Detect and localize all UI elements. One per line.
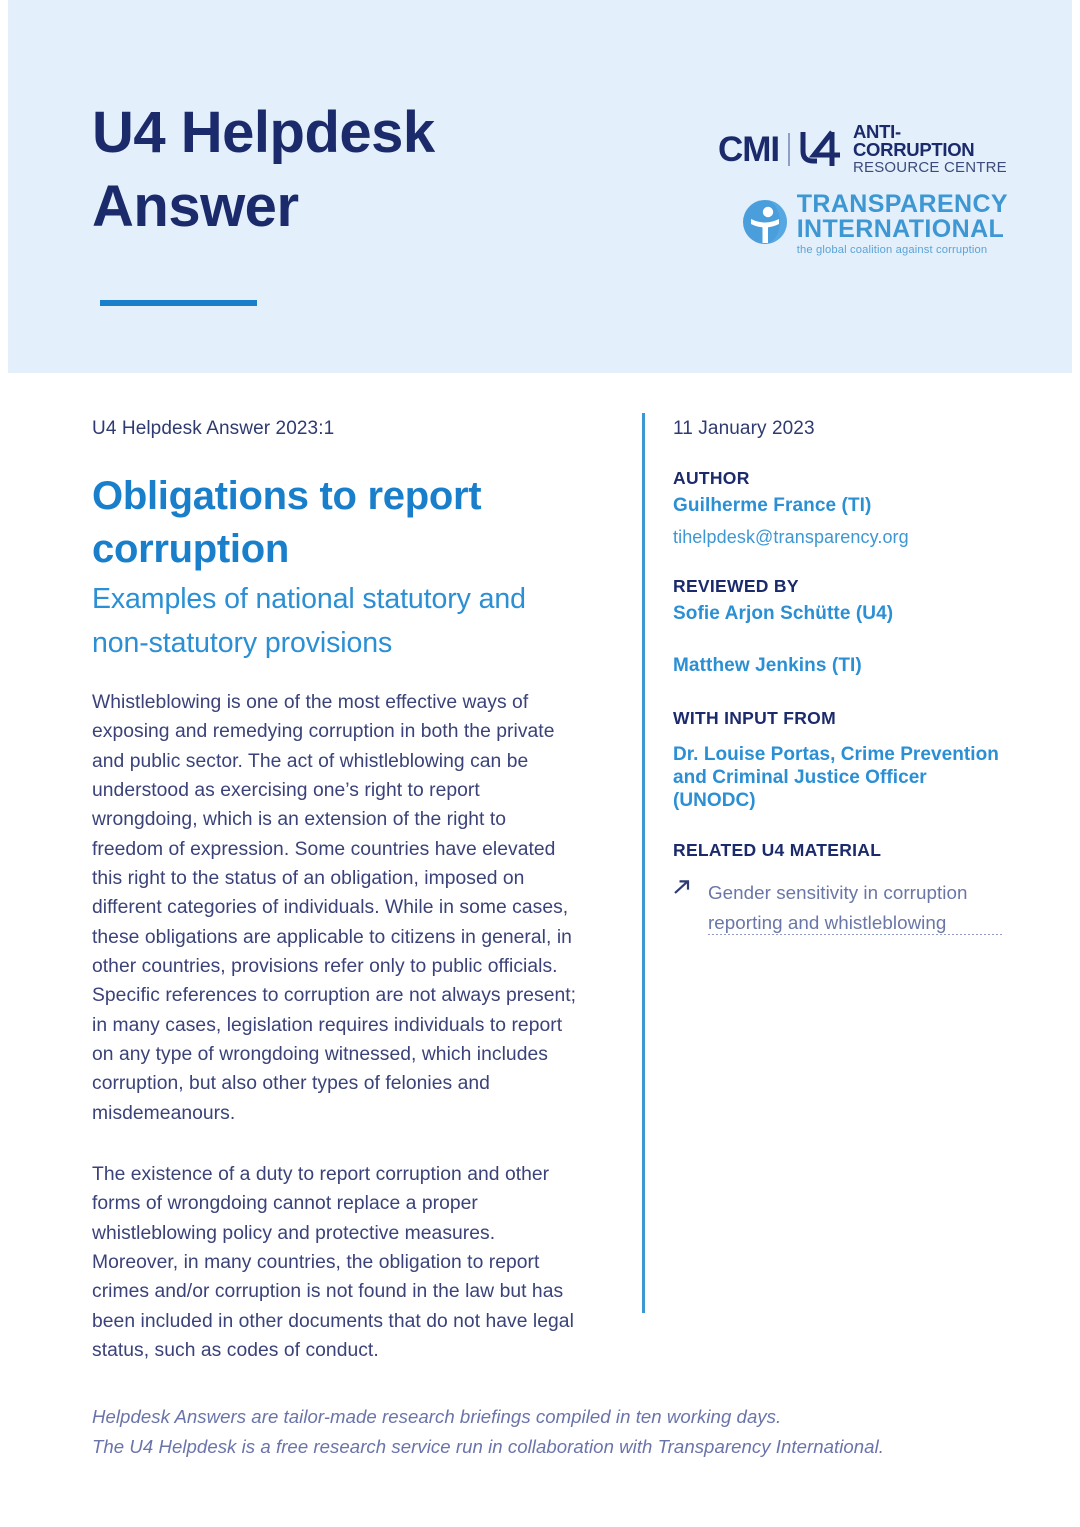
u4-logo-line1: ANTI-CORRUPTION: [852, 120, 975, 161]
ti-globe-icon: [742, 199, 788, 250]
related-material-link[interactable]: Gender sensitivity in corruption reporting and whistleblowing: [708, 878, 1003, 937]
footer: [92, 1402, 912, 1462]
footer-line-2: The U4 Helpdesk is a free research service run in collaboration with Transparency International.: [92, 1436, 884, 1458]
author-name: Guilherme France (TI): [673, 495, 872, 516]
summary-paragraph: The existence of a duty to report corruption and other forms of wrongdoing cannot replace a proper whistleblowing policy and protective measures. Moreover, in many countries, the obligation to report crimes and/or corruption is not found in the law but has been included in other documents that do not have legal status, such as codes of conduct.: [92, 1164, 574, 1362]
header-band: [8, 0, 1072, 373]
list-item[interactable]: [673, 878, 1003, 937]
summary-paragraph: Whistleblowing is one of the most effective ways of exposing and remedying corruption in both the private and public sector. The act of whistleblowing can be understood as exercising one’s right to report wrongdoing, which is an extension of the right to freedom of expression. Some countries have elevated this right to the status of an obligation, imposed on different categories of individuals. While in some cases, these obligations are applicable to citizens in general, in other countries, provisions refer only to public officials. Specific references to corruption are not always present; in many cases, legislation requires individuals to report on any type of wrongdoing witnessed, which includes corruption, but also other types of felonies and misdemeanours.: [92, 692, 577, 1124]
author-label: AUTHOR: [673, 468, 750, 488]
transparency-international-logo: [718, 192, 1008, 256]
author-block: [673, 468, 1003, 548]
reviewed-by-label: REVIEWED BY: [673, 575, 799, 596]
footer-line-1: Helpdesk Answers are tailor-made research briefings compiled in ten working days.: [92, 1406, 782, 1427]
contributors-block: [673, 708, 1003, 813]
publication-date: 11 January 2023: [673, 418, 815, 439]
left-column: [92, 418, 582, 1365]
right-column: [673, 418, 1003, 937]
ti-logo-line2: INTERNATIONAL: [796, 215, 1005, 243]
answer-subtitle: Examples of national statutory and non-statutory provisions: [92, 583, 526, 660]
reviewer-name: Matthew Jenkins (TI): [673, 655, 862, 677]
answer-reference: U4 Helpdesk Answer 2023:1: [92, 418, 335, 439]
ti-logo-tagline: the global coalition against corruption: [796, 244, 988, 256]
ti-logo-line1: TRANSPARENCY: [796, 190, 1008, 218]
answer-title: Obligations to report corruption: [92, 474, 482, 572]
cmi-wordmark: CMI: [718, 129, 780, 169]
ti-wordmark: [797, 192, 1008, 256]
related-material-list: [673, 878, 1003, 937]
reviewer-name: Sofie Arjon Schütte (U4): [673, 602, 894, 624]
author-email[interactable]: tihelpdesk@transparency.org: [673, 526, 909, 547]
column-divider: [642, 413, 645, 1313]
contributor-name: Dr. Louise Portas, Crime Prevention and Criminal Justice Officer (UNODC): [673, 743, 999, 812]
logo-stack: [718, 120, 1008, 256]
cmi-u4-logo: [718, 120, 1008, 177]
with-input-from-label: WITH INPUT FROM: [673, 707, 836, 728]
u4-logo-line2: RESOURCE CENTRE: [852, 159, 1007, 177]
title-underline-rule: [100, 300, 257, 306]
u4-logomark-icon: [799, 130, 843, 168]
arrow-up-right-icon: [673, 878, 691, 902]
logo-divider: [788, 133, 790, 166]
page-title: U4 Helpdesk Answer: [92, 100, 435, 240]
related-material-block: [673, 840, 1003, 937]
related-material-label: RELATED U4 MATERIAL: [673, 840, 882, 861]
reviewers-block: [673, 576, 1003, 680]
u4-wordmark: [852, 120, 1008, 177]
